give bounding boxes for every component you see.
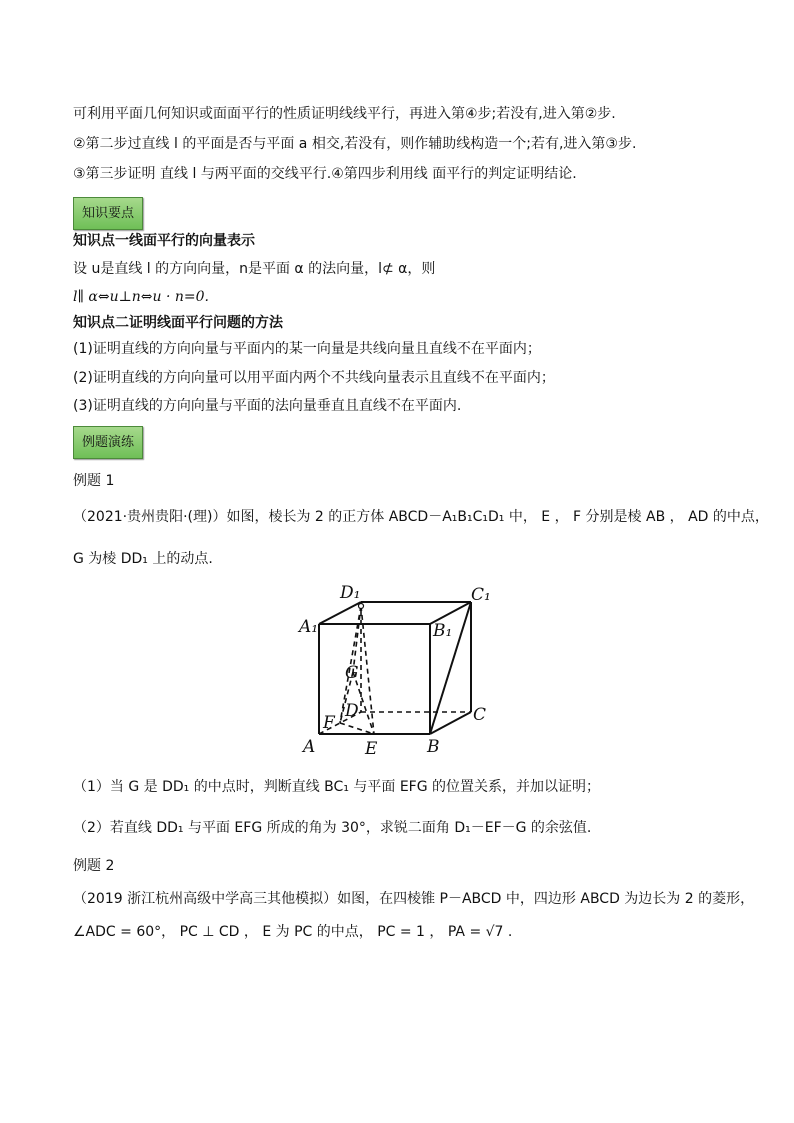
method-3: (3)证明直线的方向向量与平面的法向量垂直且直线不在平面内. [73, 398, 462, 414]
example-1-heading: 例题 1 [73, 473, 115, 489]
text-line-3: ③第三步证明 直线 l 与两平面的交线平行.④第四步利用线 面平行的判定证明结论. [73, 166, 577, 182]
label-B1: B₁ [433, 621, 453, 641]
knowledge-point-1-title: 知识点一线面平行的向量表示 [73, 233, 255, 249]
knowledge-point-1-line-1: 设 u是直线 l 的方向向量，n是平面 α 的法向量，l⊄ α，则 [73, 261, 436, 277]
text-line-1: 可利用平面几何知识或面面平行的性质证明线线平行，再进入第④步;若没有,进入第②步. [73, 106, 616, 122]
cube-figure [295, 580, 495, 760]
label-A1: A₁ [299, 617, 319, 637]
label-D1: D₁ [340, 583, 361, 603]
example-1-intro-2: G 为棱 DD₁ 上的动点. [73, 551, 213, 567]
text-line-2: ②第二步过直线 l 的平面是否与平面 a 相交,若没有，则作辅助线构造一个;若有,进入第③步. [73, 136, 637, 152]
label-D: D [345, 701, 359, 721]
example-1-question-1: （1）当 G 是 DD₁ 的中点时，判断直线 BC₁ 与平面 EFG 的位置关系，并加以证明； [73, 779, 601, 795]
label-A: A [303, 737, 316, 757]
example-2-heading: 例题 2 [73, 858, 115, 874]
label-C1: C₁ [471, 585, 491, 605]
example-2-intro-2: ∠ADC = 60°， PC ⊥ CD ， E 为 PC 的中点， PC = 1 ， PA = √7 . [73, 924, 513, 940]
label-B: B [427, 737, 440, 757]
example-1-intro: （2021·贵州贵阳·(理)）如图，棱长为 2 的正方体 ABCD－A₁B₁C₁D₁ 中， E ， F 分别是棱 AB ， AD 的中点， [73, 509, 769, 525]
label-G: G [345, 663, 359, 683]
knowledge-point-1-line-2: l∥ α⇔u⊥n⇔u · n=0. [73, 289, 209, 305]
badge-examples: 例题演练 [73, 426, 143, 459]
method-2: (2)证明直线的方向向量可以用平面内两个不共线向量表示且直线不在平面内； [73, 370, 555, 386]
badge-knowledge: 知识要点 [73, 197, 143, 230]
label-F: F [323, 713, 335, 733]
example-2-intro: （2019 浙江杭州高级中学高三其他模拟）如图，在四棱锥 P－ABCD 中，四边形 ABCD 为边长为 2 的菱形， [73, 891, 755, 907]
label-C: C [473, 705, 487, 725]
knowledge-point-2-title: 知识点二证明线面平行问题的方法 [73, 315, 283, 331]
label-E: E [365, 739, 378, 759]
method-1: (1)证明直线的方向向量与平面内的某一向量是共线向量且直线不在平面内； [73, 341, 541, 357]
example-1-question-2: （2）若直线 DD₁ 与平面 EFG 所成的角为 30°，求锐二面角 D₁－EF－G 的余弦值. [73, 820, 592, 836]
